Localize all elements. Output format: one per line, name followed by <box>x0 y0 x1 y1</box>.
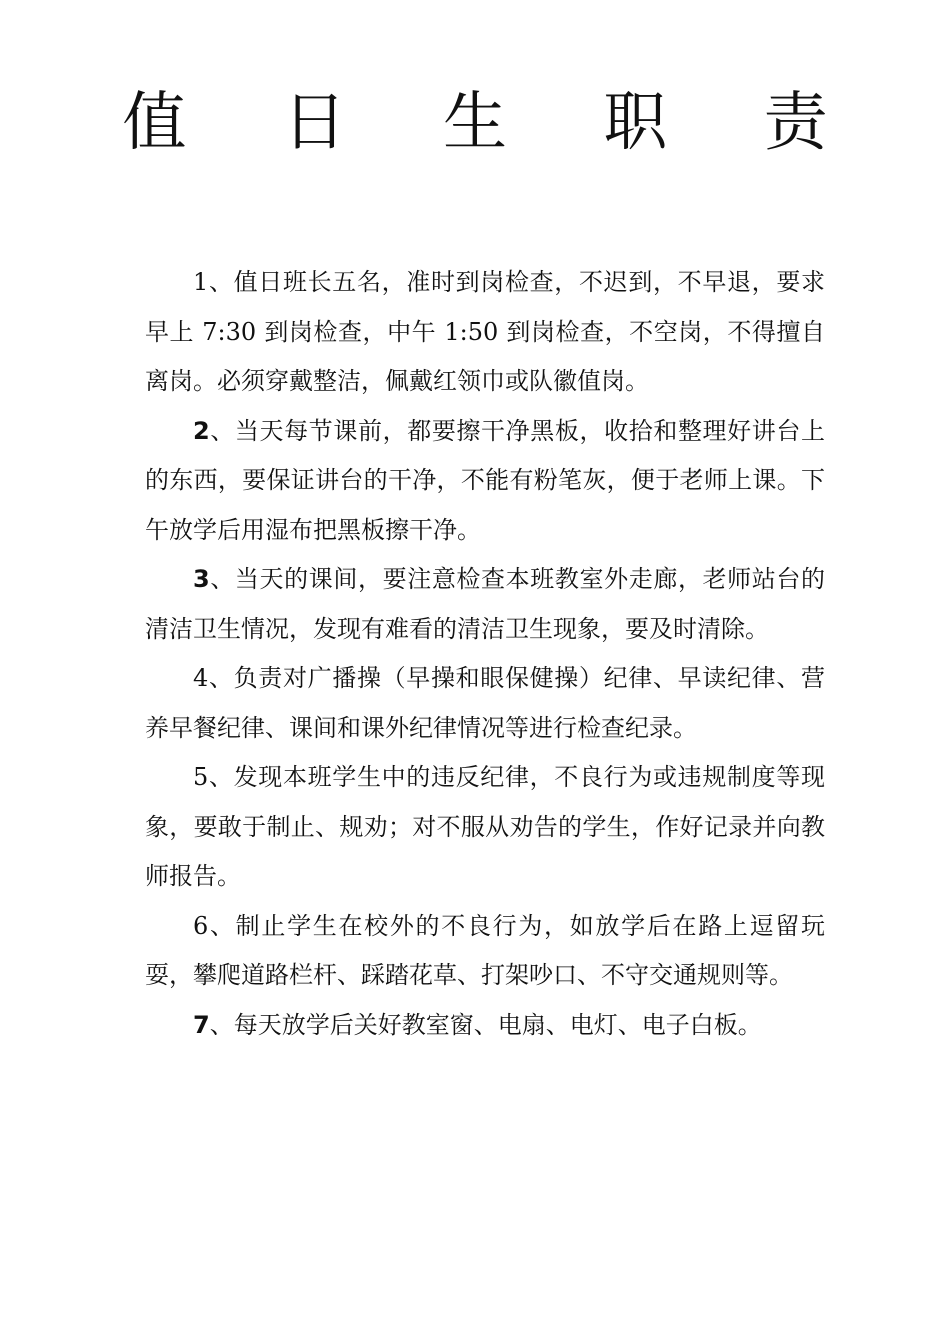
duty-item-3 <box>145 555 825 654</box>
duty-item-text: 、值日班长五名，准时到岗检查，不迟到，不早退，要求早上 7:30 到岗检查，中午 1:50 到岗检查，不空岗，不得擅自离岗。必须穿戴整洁，佩戴红领巾或队徽值岗。 <box>145 268 825 395</box>
duty-item-7 <box>145 1001 825 1051</box>
duty-item-number: 1 <box>193 268 209 296</box>
duty-item-number: 2 <box>193 416 210 445</box>
document-title: 值 日 生 职 责 <box>122 86 866 160</box>
duty-item-text: 、每天放学后关好教室窗、电扇、电灯、电子白板。 <box>209 1010 762 1039</box>
duty-item-text: 、负责对广播操（早操和眼保健操）纪律、早读纪律、营养早餐纪律、课间和课外纪律情况等进行检查纪录。 <box>145 664 825 742</box>
duty-item-number: 7 <box>193 1010 210 1039</box>
duty-item-text: 、发现本班学生中的违反纪律，不良行为或违规制度等现象，要敢于制止、规劝；对不服从劝告的学生，作好记录并向教师报告。 <box>145 763 825 890</box>
duty-item-5 <box>145 753 825 902</box>
duty-item-number: 4 <box>193 664 209 692</box>
duty-item-text: 、当天每节课前，都要擦干净黑板，收拾和整理好讲台上的东西，要保证讲台的干净，不能有粉笔灰，便于老师上课。下午放学后用湿布把黑板擦干净。 <box>145 416 825 544</box>
duty-item-number: 3 <box>193 565 210 593</box>
duty-item-text: 、当天的课间，要注意检查本班教室外走廊，老师站台的清洁卫生情况，发现有难看的清洁卫生现象，要及时清除。 <box>145 565 825 643</box>
duty-item-1 <box>145 258 825 407</box>
duty-item-text: 、制止学生在校外的不良行为，如放学后在路上逗留玩耍，攀爬道路栏杆、踩踏花草、打架吵口、不守交通规则等。 <box>145 911 825 989</box>
duty-item-number: 6 <box>193 911 209 940</box>
duty-list <box>145 258 825 1050</box>
duty-item-4 <box>145 654 825 753</box>
duty-item-2 <box>145 407 825 556</box>
duty-item-6 <box>145 902 825 1001</box>
duty-item-number: 5 <box>193 763 209 791</box>
